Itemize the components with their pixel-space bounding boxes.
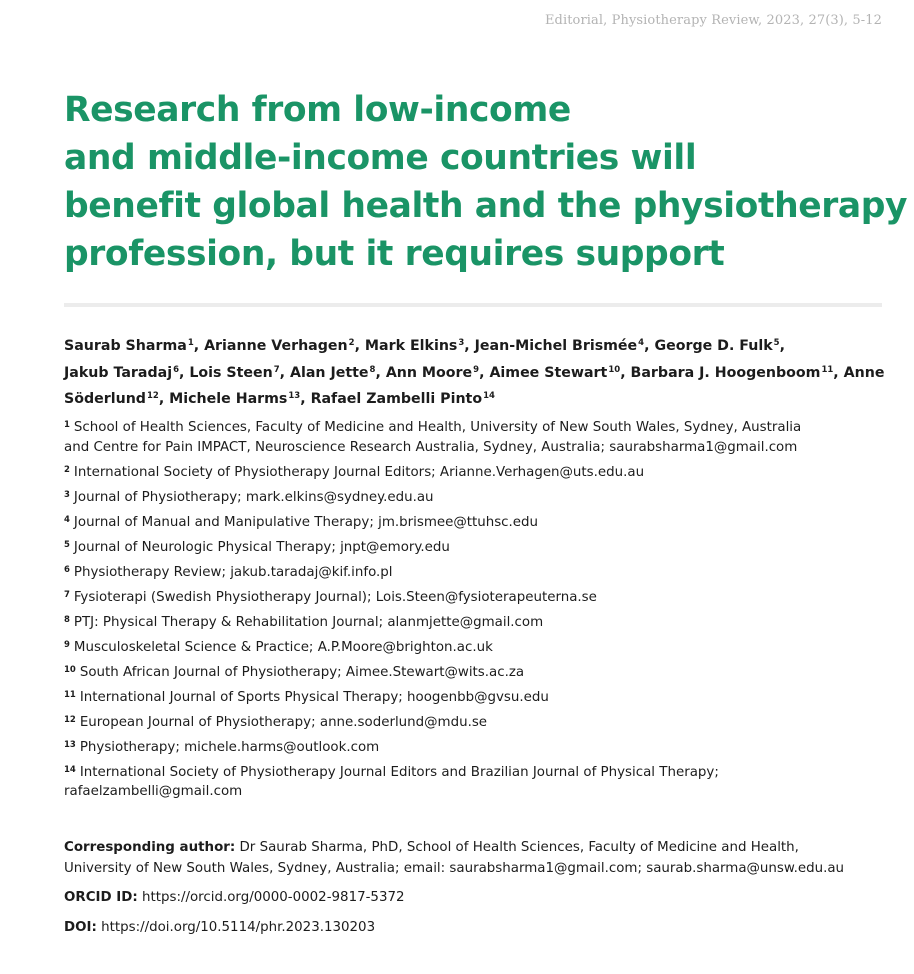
author-affil-sup: 5 <box>773 338 780 348</box>
author-affil-sup: 9 <box>473 364 480 375</box>
author-sep: , <box>279 364 290 381</box>
affiliation-line <box>64 713 894 733</box>
author-sep: , <box>833 364 844 381</box>
affiliation-item <box>64 738 894 758</box>
author-sep: , <box>779 338 785 354</box>
author-name: Mark Elkins <box>364 338 458 354</box>
author-sep: , <box>620 364 631 381</box>
affiliation-text: European Journal of Physiotherapy; anne.soderlund@mdu.se <box>79 714 488 730</box>
author-sep: , <box>300 391 311 407</box>
affiliation-item <box>64 563 894 583</box>
affiliation-number: 7 <box>64 589 70 600</box>
author-name: Saurab Sharma <box>64 338 187 354</box>
author-sep: , <box>479 364 490 381</box>
affiliation-number: 4 <box>64 514 70 525</box>
affiliation-line <box>64 418 894 438</box>
affiliation-text: Journal of Manual and Manipulative Therapy; jm.brismee@ttuhsc.edu <box>73 514 539 530</box>
doi-value[interactable]: https://doi.org/10.5114/phr.2023.130203 <box>96 920 376 935</box>
affiliation-number: 6 <box>64 564 70 575</box>
affiliation-line <box>64 588 894 608</box>
affiliation-number: 5 <box>64 539 70 550</box>
affiliation-text: International Society of Physiotherapy Journal Editors; Arianne.Verhagen@uts.edu.au <box>73 464 645 480</box>
author-sep: , <box>179 364 190 381</box>
author-affil-sup: 1 <box>187 338 194 348</box>
affiliation-line <box>64 563 894 583</box>
affiliation-text: International Society of Physiotherapy Journal Editors and Brazilian Journal of Physical Therapy; <box>79 764 719 780</box>
author-affil-sup: 10 <box>608 364 621 375</box>
affiliation-number: 1 <box>64 420 70 430</box>
author-affil-sup: 12 <box>146 391 159 401</box>
affiliation-line <box>64 738 894 758</box>
author-affil-sup: 8 <box>369 364 376 375</box>
author-name: Jean-Michel Brismée <box>474 338 638 354</box>
title-line: and middle-income countries will <box>64 138 697 178</box>
title-line: profession, but it requires support <box>64 234 725 274</box>
orcid-value[interactable]: https://orcid.org/0000-0002-9817-5372 <box>137 890 405 905</box>
author-name: Arianne Verhagen <box>204 338 348 354</box>
orcid-label: ORCID ID: <box>64 890 138 905</box>
author-name: Aimee Stewart <box>489 364 608 381</box>
affiliation-text: South African Journal of Physiotherapy; Aimee.Stewart@wits.ac.za <box>79 664 525 680</box>
author-sep: , <box>193 338 205 354</box>
author-affil-sup: 7 <box>273 364 280 375</box>
author-name: Rafael Zambelli Pinto <box>310 391 483 407</box>
affiliation-line <box>64 638 894 658</box>
corresponding-author <box>64 838 894 879</box>
doi-line <box>64 918 894 939</box>
affiliation-item <box>64 613 894 633</box>
affiliation-line <box>64 688 894 708</box>
affiliation-item <box>64 763 894 802</box>
author-affil-sup: 14 <box>483 391 495 401</box>
author-sep: , <box>644 338 655 354</box>
corresponding-label: Corresponding author: <box>64 840 236 855</box>
author-name: Ann Moore <box>385 364 473 381</box>
affiliation-text: School of Health Sciences, Faculty of Medicine and Health, University of New South Wales, Sydney, Australia <box>73 420 802 435</box>
author-affil-sup: 13 <box>288 391 301 401</box>
affiliation-text: Physiotherapy Review; jakub.taradaj@kif.info.pl <box>73 564 393 580</box>
corresponding-line: University of New South Wales, Sydney, Australia; email: saurabsharma1@gmail.com; saurab.sharma@unsw.edu.au <box>64 860 845 876</box>
author-line <box>64 386 889 413</box>
author-sep: , <box>354 338 365 354</box>
affiliation-number: 3 <box>64 489 70 500</box>
affiliation-item <box>64 713 894 733</box>
affiliation-number: 10 <box>64 664 76 675</box>
affiliation-list <box>64 418 894 807</box>
doi-label: DOI: <box>64 920 97 935</box>
affiliation-text: Fysioterapi (Swedish Physiotherapy Journal); Lois.Steen@fysioterapeuterna.se <box>73 589 597 605</box>
affiliation-line: rafaelzambelli@gmail.com <box>64 784 243 799</box>
author-name: George D. Fulk <box>654 338 773 354</box>
author-name: Alan Jette <box>290 364 369 381</box>
affiliation-number: 14 <box>64 764 76 775</box>
affiliation-item <box>64 663 894 683</box>
author-sep: , <box>158 391 170 407</box>
article-title <box>64 86 908 278</box>
author-affil-sup: 3 <box>458 338 465 348</box>
affiliation-line <box>64 613 894 633</box>
author-name: Jakub Taradaj <box>64 364 173 381</box>
affiliation-text: International Journal of Sports Physical Therapy; hoogenbb@gvsu.edu <box>79 689 549 705</box>
affiliation-number: 2 <box>64 464 70 475</box>
author-name: Söderlund <box>64 391 146 407</box>
author-sep: , <box>464 338 475 354</box>
affiliation-number: 9 <box>64 639 70 650</box>
affiliation-line <box>64 663 894 683</box>
corresponding-text: Dr Saurab Sharma, PhD, School of Health Sciences, Faculty of Medicine and Health, <box>235 840 799 855</box>
affiliation-item <box>64 538 894 558</box>
orcid-line <box>64 888 894 909</box>
title-line: Research from low-income <box>64 90 571 130</box>
affiliation-text: Journal of Physiotherapy; mark.elkins@sydney.edu.au <box>73 489 434 505</box>
affiliation-item <box>64 588 894 608</box>
author-name: Barbara J. Hoogenboom <box>630 364 821 381</box>
affiliation-item <box>64 488 894 508</box>
author-line <box>64 333 889 360</box>
running-head: Editorial, Physiotherapy Review, 2023, 27(3), 5-12 <box>544 13 882 28</box>
affiliation-line <box>64 463 894 483</box>
affiliation-line: and Centre for Pain IMPACT, Neuroscience Research Australia, Sydney, Australia; saurabsharma1@gmail.com <box>64 439 798 455</box>
author-list <box>64 333 889 413</box>
author-name: Lois Steen <box>189 364 273 381</box>
author-affil-sup: 11 <box>821 364 834 375</box>
affiliation-item <box>64 688 894 708</box>
author-affil-sup: 6 <box>173 364 179 375</box>
affiliation-line <box>64 763 894 783</box>
author-line <box>64 360 889 387</box>
author-affil-sup: 2 <box>348 338 355 348</box>
affiliation-item <box>64 418 894 457</box>
author-affil-sup: 4 <box>638 338 645 348</box>
affiliation-line <box>64 538 894 558</box>
affiliation-number: 13 <box>64 739 76 750</box>
corresponding-line <box>64 838 894 859</box>
affiliation-item <box>64 638 894 658</box>
affiliation-text: Journal of Neurologic Physical Therapy; jnpt@emory.edu <box>73 539 450 555</box>
affiliation-text: PTJ: Physical Therapy & Rehabilitation Journal; alanmjette@gmail.com <box>73 614 544 630</box>
affiliation-number: 8 <box>64 614 70 625</box>
author-name: Michele Harms <box>169 391 288 407</box>
author-name: Anne <box>843 364 885 381</box>
affiliation-text: Musculoskeletal Science & Practice; A.P.Moore@brighton.ac.uk <box>73 639 493 655</box>
affiliation-item <box>64 463 894 483</box>
affiliation-line <box>64 488 894 508</box>
affiliation-number: 12 <box>64 714 76 725</box>
author-sep: , <box>375 364 386 381</box>
title-divider <box>64 303 882 307</box>
affiliation-number: 11 <box>64 689 76 700</box>
affiliation-text: Physiotherapy; michele.harms@outlook.com <box>79 739 380 755</box>
affiliation-item <box>64 513 894 533</box>
title-line: benefit global health and the physiotherapy <box>64 186 908 226</box>
affiliation-line <box>64 513 894 533</box>
